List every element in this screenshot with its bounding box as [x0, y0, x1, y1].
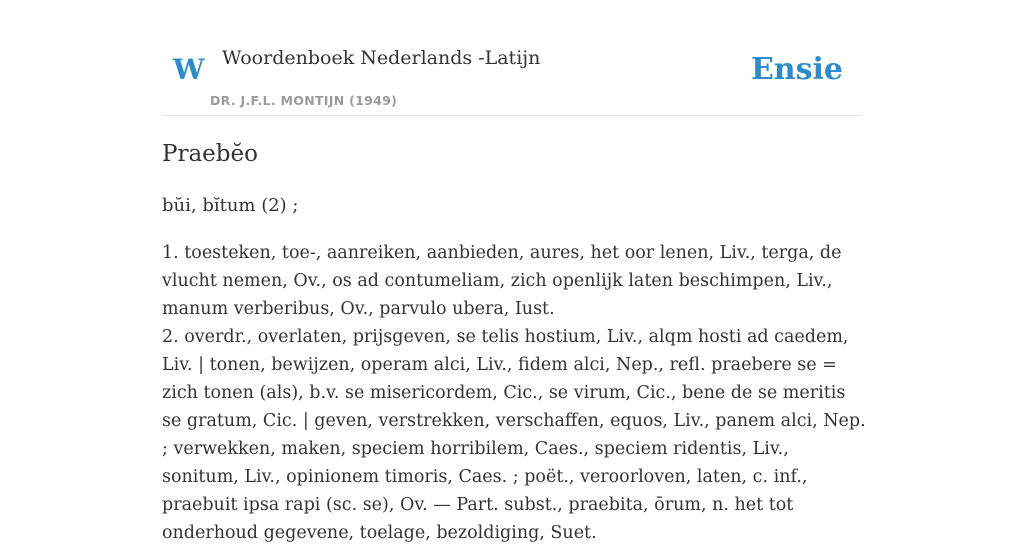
sense-1: 1. toesteken, toe-, aanreiken, aanbieden, aures, het oor lenen, Liv., terga, de vlucht nemen, Ov., os ad contumeliam, zich openlijk laten beschimpen, Liv., manum verberibus, Ov., parvulo ubera, Iust.	[162, 243, 842, 319]
book-title-link[interactable]: Woordenboek Nederlands -Latijn	[222, 47, 541, 69]
entry-forms: bŭi, bĭtum (2) ;	[162, 195, 299, 216]
entry-headword: Praebĕo	[162, 141, 258, 167]
entry-definition	[162, 239, 867, 547]
ensie-logo-link[interactable]: Ensie	[750, 52, 843, 87]
sense-2: 2. overdr., overlaten, prijsgeven, se telis hostium, Liv., alqm hosti ad caedem, Liv. | tonen, bewijzen, operam alci, Liv., fidem alci, Nep., refl. praebere se = zich tonen (als), b.v. se misericordem, Cic., se virum, Cic., bene de se meritis se gratum, Cic. | geven, verstrekken, verschaffen, equos, Liv., panem alci, Nep. ; verwekken, maken, speciem horribilem, Caes., speciem ridentis, Liv., sonitum, Liv., opinionem timoris, Caes. ; poët., veroorloven, laten, c. inf., praebuit ipsa rapi (sc. se), Ov. — Part. subst., praebita, ōrum, n. het tot onderhoud gegevene, toelage, bezoldiging, Suet.	[162, 327, 866, 543]
book-author: DR. J.F.L. MONTIJN (1949)	[210, 93, 398, 108]
book-logo-icon[interactable]: W	[173, 53, 205, 86]
header	[162, 0, 862, 116]
